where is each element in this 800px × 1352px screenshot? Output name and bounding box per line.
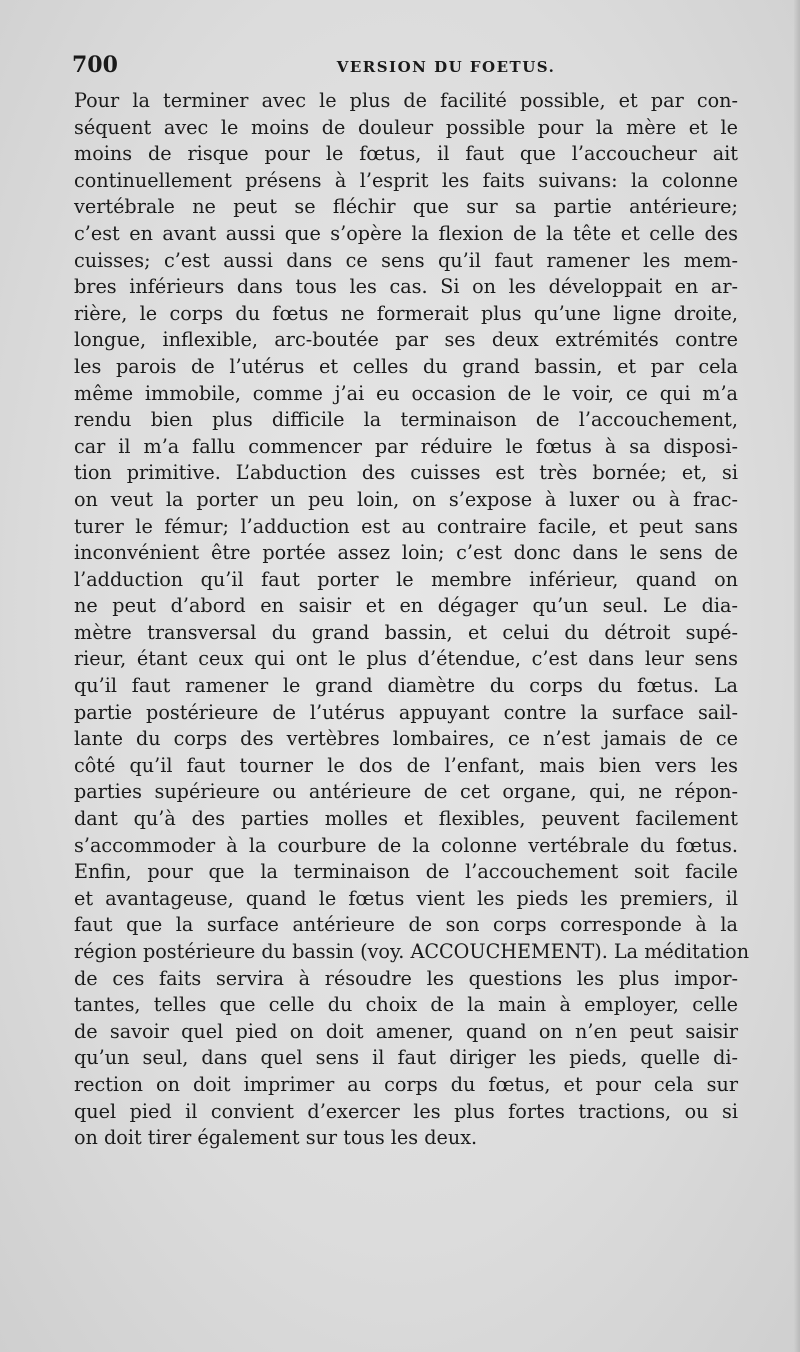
text-line: l’adduction qu’il faut porter le membre inférieur, quand on [74, 567, 738, 591]
text-line: s’accommoder à la courbure de la colonne vertébrale du fœtus. [74, 833, 738, 857]
text-line: moins de risque pour le fœtus, il faut que l’accoucheur ait [74, 142, 738, 166]
text-line: de ces faits servira à résoudre les questions les plus impor- [74, 966, 738, 990]
text-line: cuisses; c’est aussi dans ce sens qu’il faut ramener les mem- [74, 248, 738, 272]
text-line: rendu bien plus difficile la terminaison de l’accouchement, [74, 408, 738, 432]
text-line: qu’il faut ramener le grand diamètre du corps du fœtus. La [74, 674, 738, 698]
text-line: bres inférieurs dans tous les cas. Si on les développait en ar- [74, 275, 738, 299]
text-line: rieur, étant ceux qui ont le plus d’étendue, c’est dans leur sens [74, 647, 738, 671]
text-line: inconvénient être portée assez loin; c’est donc dans le sens de [74, 541, 738, 565]
text-line: mètre transversal du grand bassin, et celui du détroit supé- [74, 620, 738, 644]
text-line: rière, le corps du fœtus ne formerait plus qu’une ligne droite, [74, 301, 738, 325]
text-line-last: on doit tirer également sur tous les deux. [74, 1126, 478, 1150]
text-line: car il m’a fallu commencer par réduire le fœtus à sa disposi- [74, 434, 738, 458]
text-line: partie postérieure de l’utérus appuyant contre la surface sail- [74, 700, 738, 724]
text-line: région postérieure du bassin (voy. ACCOUCHEMENT). La méditation [74, 940, 750, 963]
text-line: de savoir quel pied on doit amener, quand on n’en peut saisir [74, 1019, 738, 1043]
text-line: rection on doit imprimer au corps du fœtus, et pour cela sur [74, 1072, 738, 1096]
page-header [72, 52, 740, 86]
text-line: c’est en avant aussi que s’opère la flexion de la tête et celle des [74, 221, 738, 245]
text-line: ne peut d’abord en saisir et en dégager qu’un seul. Le dia- [74, 594, 738, 618]
text-line: faut que la surface antérieure de son corps corresponde à la [74, 913, 738, 937]
text-line: parties supérieure ou antérieure de cet organe, qui, ne répon- [74, 780, 738, 804]
text-line: continuellement présens à l’esprit les faits suivans: la colonne [74, 168, 738, 192]
text-line: vertébrale ne peut se fléchir que sur sa partie antérieure; [74, 195, 738, 219]
text-line: les parois de l’utérus et celles du grand bassin, et par cela [74, 354, 738, 378]
text-line: côté qu’il faut tourner le dos de l’enfant, mais bien vers les [74, 753, 738, 777]
text-line: longue, inflexible, arc-boutée par ses deux extrémités contre [74, 328, 738, 352]
text-line: séquent avec le moins de douleur possible pour la mère et le [74, 115, 738, 139]
text-line: même immobile, comme j’ai eu occasion de le voir, ce qui m’a [74, 381, 738, 405]
text-line: lante du corps des vertèbres lombaires, ce n’est jamais de ce [74, 727, 738, 751]
running-title: VERSION DU FOETUS. [336, 58, 556, 76]
text-line: turer le fémur; l’adduction est au contraire facile, et peut sans [74, 514, 738, 538]
text-line: qu’un seul, dans quel sens il faut diriger les pieds, quelle di- [74, 1046, 738, 1070]
text-line: tion primitive. L’abduction des cuisses est très bornée; et, si [74, 461, 738, 485]
text-line: et avantageuse, quand le fœtus vient les pieds les premiers, il [74, 886, 738, 910]
text-line: Pour la terminer avec le plus de facilité possible, et par con- [74, 89, 738, 112]
body-paragraph [74, 88, 750, 1152]
page-edge-shadow [794, 0, 800, 1352]
text-line: dant qu’à des parties molles et flexibles, peuvent facilement [74, 807, 738, 831]
text-line: on veut la porter un peu loin, on s’expose à luxer ou à frac- [74, 487, 738, 511]
text-line: tantes, telles que celle du choix de la main à employer, celle [74, 993, 738, 1017]
text-line: Enfin, pour que la terminaison de l’accouchement soit facile [74, 860, 738, 884]
text-line: quel pied il convient d’exercer les plus fortes tractions, ou si [74, 1099, 738, 1123]
page-number: 700 [72, 52, 118, 78]
